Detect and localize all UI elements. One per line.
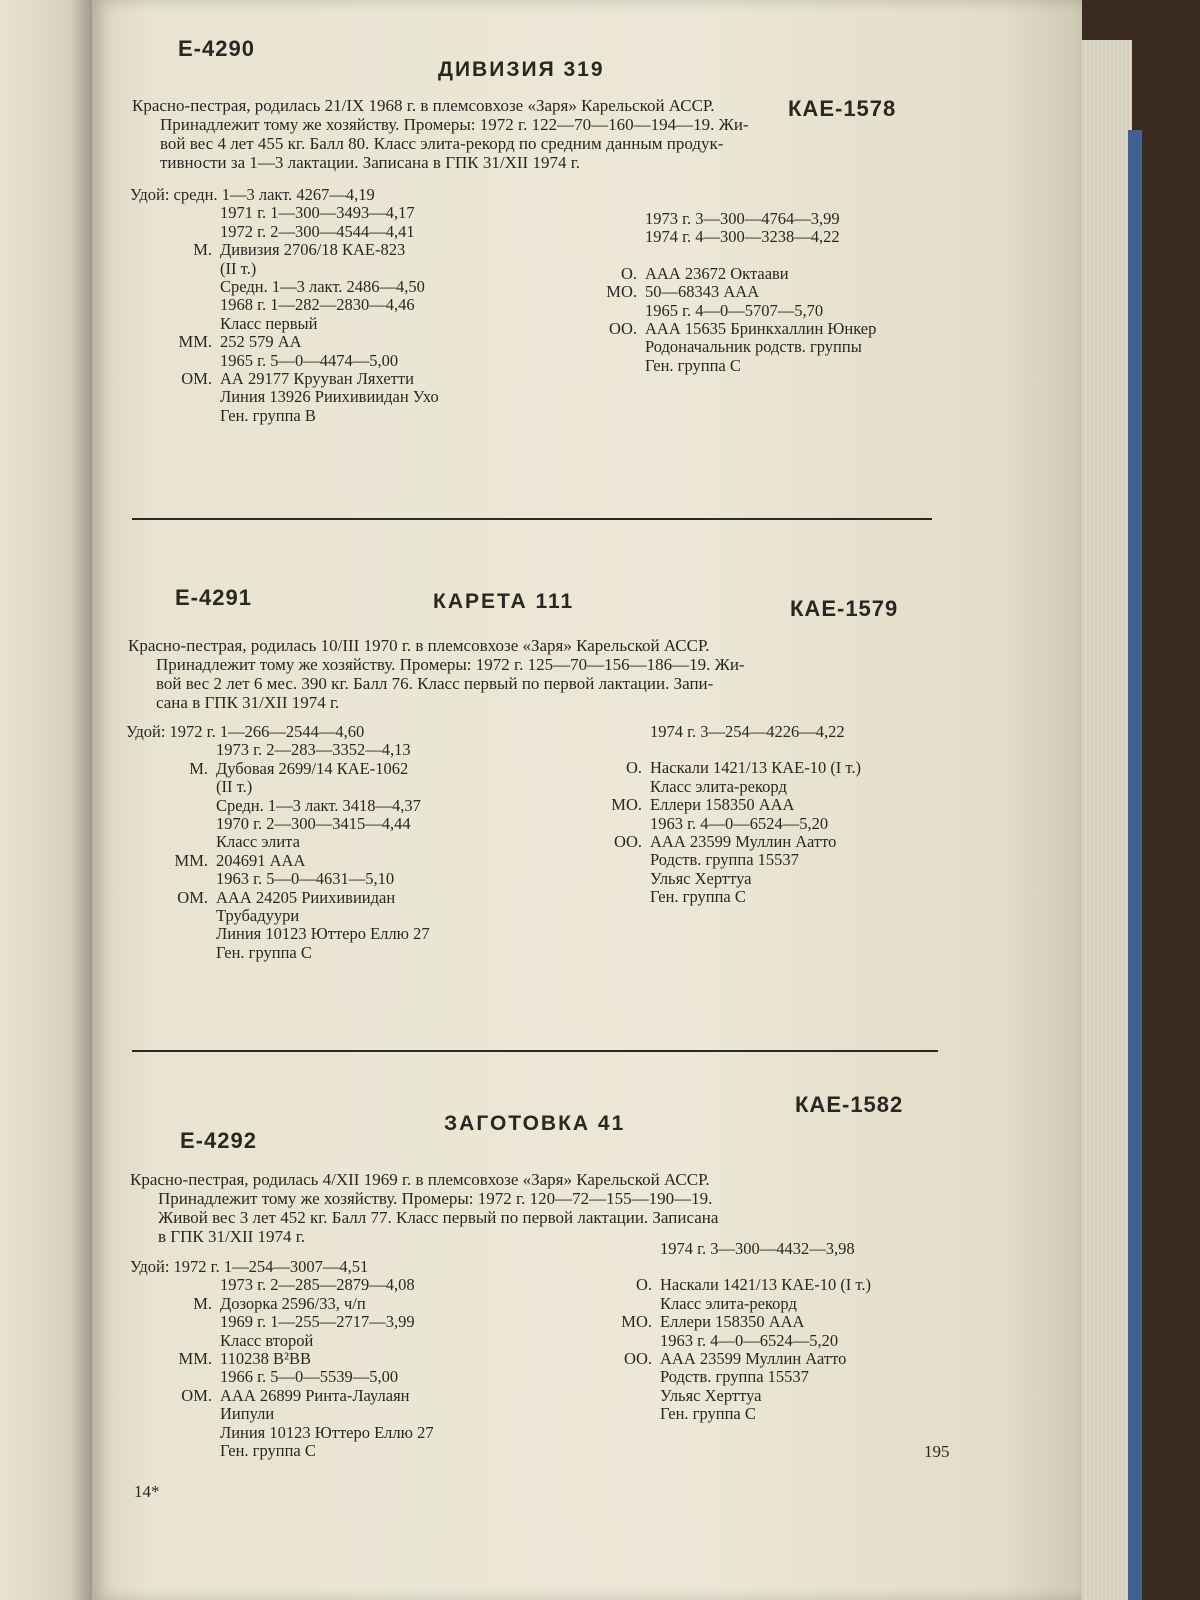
pedigree-text: 204691 ААА	[216, 850, 306, 870]
pedigree-text: Удой: 1972 г. 1—266—2544—4,60	[126, 722, 365, 741]
pedigree-label	[130, 204, 220, 222]
pedigree-label	[130, 1276, 220, 1294]
pedigree-label: ММ.	[174, 850, 208, 870]
pedigree-text: Еллери 158350 ААА	[660, 1312, 805, 1332]
pedigree-text: ААА 24205 Рииxивиидан	[216, 887, 396, 907]
entry-2-code: КАЕ-1579	[790, 596, 899, 621]
pedigree-row	[130, 315, 439, 333]
pedigree-text: Линия 13926 Рииxивиидан Ухо	[220, 387, 439, 407]
pedigree-label	[555, 210, 645, 228]
pedigree-row	[130, 186, 439, 204]
pedigree-row	[570, 1350, 871, 1368]
pedigree-row	[126, 723, 430, 741]
pedigree-row	[126, 760, 430, 778]
pedigree-text: Класс элита	[216, 832, 300, 852]
pedigree-text: 252 579 АА	[220, 332, 302, 352]
desc-line: вой вес 2 лет 6 мес. 390 кг. Балл 76. Класс первый по первой лактации. Запи-	[156, 674, 714, 693]
book-cover-edge	[1128, 130, 1142, 1600]
pedigree-text: 1963 г. 4—0—6524—5,20	[660, 1330, 839, 1350]
pedigree-row	[560, 815, 861, 833]
pedigree-label	[130, 1368, 220, 1386]
pedigree-label	[126, 833, 216, 851]
pedigree-label	[560, 870, 650, 888]
pedigree-label	[570, 1295, 660, 1313]
desc-line: Красно-пестрая, родилась 21/IX 1968 г. в племсовхозе «Заря» Карельской АССР.	[132, 96, 715, 115]
pedigree-text: 110238 В²ВВ	[220, 1349, 311, 1369]
pedigree-label: МО.	[621, 1312, 652, 1332]
pedigree-label	[130, 278, 220, 296]
pedigree-row	[560, 888, 861, 906]
entry-3-pedigree-right	[570, 1240, 871, 1424]
pedigree-row	[555, 228, 876, 246]
pedigree-row	[130, 388, 439, 406]
pedigree-text: АА 29177 Крууван Ляхетти	[220, 369, 414, 389]
desc-line: сана в ГПК 31/XII 1974 г.	[156, 693, 340, 712]
pedigree-text: 1963 г. 4—0—6524—5,20	[650, 813, 829, 833]
pedigree-label	[126, 944, 216, 962]
pedigree-label	[555, 302, 645, 320]
pedigree-text: Наскали 1421/13 КАЕ-10 (I т.)	[650, 758, 862, 778]
pedigree-text: ААА 26899 Ринта-Лаулаян	[220, 1385, 410, 1405]
pedigree-text: Ген. группа В	[220, 405, 316, 425]
entry-2-pedigree-right	[560, 723, 861, 907]
pedigree-text: Средн. 1—3 лакт. 2486—4,50	[220, 277, 425, 297]
pedigree-row	[130, 1424, 434, 1442]
pedigree-label	[555, 357, 645, 375]
separator-rule	[132, 1050, 938, 1052]
pedigree-text: Дозорка 2596/33, ч/п	[220, 1293, 366, 1313]
pedigree-row	[570, 1368, 871, 1386]
pedigree-row	[570, 1276, 871, 1294]
desc-line: Принадлежит тому же хозяйству. Промеры: 1972 г. 122—70—160—194—19. Жи-	[160, 115, 749, 134]
pedigree-row	[570, 1258, 871, 1276]
pedigree-text: 1973 г. 2—285—2879—4,08	[220, 1275, 415, 1295]
entry-1-pedigree-right	[555, 210, 876, 375]
pedigree-text: Еллери 158350 ААА	[650, 795, 795, 815]
pedigree-label	[126, 797, 216, 815]
pedigree-text: Дубовая 2699/14 КАЕ-1062	[216, 758, 409, 778]
pedigree-text: (II т.)	[216, 777, 253, 797]
entry-1-pedigree-left	[130, 186, 439, 425]
pedigree-text: ААА 15635 Бринкхаллин Юнкер	[645, 319, 877, 339]
pedigree-label	[570, 1332, 660, 1350]
entry-3-id: Е-4292	[180, 1128, 257, 1153]
pedigree-row	[560, 851, 861, 869]
pedigree-label	[130, 315, 220, 333]
pedigree-label	[555, 338, 645, 356]
separator-rule	[132, 518, 932, 520]
pedigree-row	[126, 797, 430, 815]
pedigree-label: ОО.	[614, 832, 642, 852]
entry-3-description	[130, 1170, 930, 1246]
pedigree-label: О.	[620, 263, 637, 283]
desc-line: вой вес 4 лет 455 кг. Балл 80. Класс элита-рекорд по средним данным продук-	[160, 134, 724, 153]
pedigree-row	[555, 320, 876, 338]
pedigree-label	[130, 352, 220, 370]
adjacent-page-edge	[0, 0, 100, 1600]
pedigree-text: Линия 10123 Юттеро Еллю 27	[220, 1422, 434, 1442]
pedigree-text: 1973 г. 2—283—3352—4,13	[216, 740, 411, 760]
pedigree-label	[126, 815, 216, 833]
pedigree-row	[570, 1387, 871, 1405]
pedigree-label	[130, 388, 220, 406]
pedigree-row	[130, 1276, 434, 1294]
pedigree-row	[555, 210, 876, 228]
pedigree-label	[570, 1368, 660, 1386]
pedigree-label: ОМ.	[181, 369, 212, 389]
pedigree-row	[130, 204, 439, 222]
pedigree-text: 1971 г. 1—300—3493—4,17	[220, 203, 415, 223]
pedigree-row	[130, 1332, 434, 1350]
pedigree-row	[130, 1295, 434, 1313]
pedigree-label: М.	[189, 758, 208, 778]
entry-2-pedigree-left	[126, 723, 430, 962]
pedigree-text: 1965 г. 4—0—5707—5,70	[645, 300, 824, 320]
pedigree-text: Средн. 1—3 лакт. 3418—4,37	[216, 795, 421, 815]
pedigree-row	[570, 1405, 871, 1423]
pedigree-row	[130, 1350, 434, 1368]
pedigree-text: Класс второй	[220, 1330, 314, 1350]
pedigree-label	[570, 1240, 660, 1258]
pedigree-text: 1974 г. 3—300—4432—3,98	[660, 1239, 855, 1258]
pedigree-text: ААА 23599 Муллин Аатто	[650, 832, 837, 852]
pedigree-label	[126, 741, 216, 759]
desc-line: Красно-пестрая, родилась 4/XII 1969 г. в племсовхозе «Заря» Карельской АССР.	[130, 1170, 710, 1189]
pedigree-row	[555, 283, 876, 301]
pedigree-text: Родоначальник родств. группы	[645, 337, 862, 357]
pedigree-text: 1966 г. 5—0—5539—5,00	[220, 1367, 399, 1387]
pedigree-label: О.	[635, 1275, 652, 1295]
pedigree-row	[560, 870, 861, 888]
entry-1-description	[132, 96, 932, 172]
pedigree-label: ММ.	[178, 1349, 212, 1369]
pedigree-text: Родств. группа 15537	[660, 1367, 809, 1387]
pedigree-text: Ген. группа С	[660, 1404, 756, 1424]
pedigree-label: М.	[193, 1293, 212, 1313]
pedigree-label	[126, 870, 216, 888]
pedigree-label: ОМ.	[177, 887, 208, 907]
pedigree-text: ААА 23672 Октаави	[645, 263, 789, 283]
pedigree-text: Иипули	[220, 1404, 275, 1424]
pedigree-label	[555, 228, 645, 246]
pedigree-label	[130, 1332, 220, 1350]
signature-mark: 14*	[134, 1482, 160, 1501]
pedigree-text: Ген. группа С	[645, 355, 741, 375]
pedigree-row	[130, 1387, 434, 1405]
pedigree-row	[555, 357, 876, 375]
pedigree-label: ОО.	[624, 1349, 652, 1369]
pedigree-row	[555, 265, 876, 283]
pedigree-label	[130, 1313, 220, 1331]
entry-3-pedigree-left	[130, 1258, 434, 1460]
pedigree-label	[570, 1258, 660, 1276]
pedigree-row	[130, 352, 439, 370]
pedigree-text: Класс элита-рекорд	[650, 776, 787, 796]
pedigree-label	[130, 1442, 220, 1460]
pedigree-row	[560, 833, 861, 851]
pedigree-text: 50—68343 ААА	[645, 282, 760, 302]
page-number: 195	[924, 1442, 950, 1461]
entry-1-id: Е-4290	[178, 36, 255, 61]
pedigree-text: Трубадуури	[216, 906, 300, 926]
entry-2-id: Е-4291	[175, 585, 252, 610]
pedigree-text: Класс первый	[220, 313, 318, 333]
pedigree-row	[130, 1442, 434, 1460]
pedigree-row	[126, 889, 430, 907]
pedigree-text: 1974 г. 3—254—4226—4,22	[650, 722, 845, 741]
pedigree-row	[560, 778, 861, 796]
pedigree-text: Ген. группа С	[216, 942, 312, 962]
pedigree-row	[130, 260, 439, 278]
pedigree-row	[130, 223, 439, 241]
entry-2-description	[128, 636, 928, 712]
pedigree-row	[130, 407, 439, 425]
pedigree-row	[126, 852, 430, 870]
desc-line: Принадлежит тому же хозяйству. Промеры: 1972 г. 120—72—155—190—19.	[158, 1189, 713, 1208]
pedigree-label	[560, 888, 650, 906]
pedigree-row	[130, 1258, 434, 1276]
pedigree-text: Родств. группа 15537	[650, 850, 799, 870]
pedigree-label: МО.	[606, 282, 637, 302]
entry-1-name: ДИВИЗИЯ 319	[438, 58, 605, 81]
pedigree-text: ААА 23599 Муллин Аатто	[660, 1349, 847, 1369]
pedigree-row	[130, 333, 439, 351]
pedigree-label	[560, 723, 650, 741]
pedigree-label	[130, 1405, 220, 1423]
pedigree-label: ОО.	[609, 319, 637, 339]
pedigree-text: Удой: 1972 г. 1—254—3007—4,51	[130, 1257, 369, 1276]
pedigree-text: 1973 г. 3—300—4764—3,99	[645, 209, 840, 228]
desc-line: в ГПК 31/XII 1974 г.	[158, 1227, 306, 1246]
pedigree-row	[130, 296, 439, 314]
pedigree-row	[126, 925, 430, 943]
pedigree-label	[560, 778, 650, 796]
pedigree-row	[130, 241, 439, 259]
pedigree-row	[130, 1313, 434, 1331]
pedigree-row	[130, 370, 439, 388]
pedigree-label: ММ.	[178, 332, 212, 352]
pedigree-text: Ген. группа С	[220, 1441, 316, 1461]
pedigree-text: 1963 г. 5—0—4631—5,10	[216, 869, 395, 889]
pedigree-label	[130, 407, 220, 425]
pedigree-text: Ген. группа С	[650, 887, 746, 907]
pedigree-text: 1965 г. 5—0—4474—5,00	[220, 350, 399, 370]
entry-3-code: КАЕ-1582	[795, 1092, 904, 1117]
pedigree-row	[555, 302, 876, 320]
pedigree-label: МО.	[611, 795, 642, 815]
pedigree-row	[555, 247, 876, 265]
pedigree-text: 1969 г. 1—255—2717—3,99	[220, 1312, 415, 1332]
pedigree-label: ОМ.	[181, 1385, 212, 1405]
pedigree-row	[126, 944, 430, 962]
pedigree-row	[560, 741, 861, 759]
pedigree-text: Удой: средн. 1—3 лакт. 4267—4,19	[130, 185, 375, 204]
desc-line: Красно-пестрая, родилась 10/III 1970 г. в племсовхозе «Заря» Карельской АССР.	[128, 636, 710, 655]
pedigree-label	[126, 907, 216, 925]
pedigree-label	[570, 1387, 660, 1405]
pedigree-row	[130, 1368, 434, 1386]
pedigree-text: Класс элита-рекорд	[660, 1293, 797, 1313]
pedigree-row	[570, 1313, 871, 1331]
pedigree-row	[126, 907, 430, 925]
pedigree-row	[555, 338, 876, 356]
pedigree-row	[570, 1332, 871, 1350]
pedigree-text: 1974 г. 4—300—3238—4,22	[645, 227, 840, 247]
desc-line: Живой вес 3 лет 452 кг. Балл 77. Класс первый по первой лактации. Записана	[158, 1208, 719, 1227]
pedigree-label: М.	[193, 240, 212, 260]
entry-1-code: КАЕ-1578	[788, 96, 897, 121]
entry-2-name: КАРЕТА 111	[433, 590, 575, 613]
pedigree-label	[560, 815, 650, 833]
pedigree-text: Дивизия 2706/18 КАЕ-823	[220, 240, 406, 260]
pedigree-text: Наскали 1421/13 КАЕ-10 (I т.)	[660, 1275, 872, 1295]
pedigree-text: (II т.)	[220, 258, 257, 278]
pedigree-row	[570, 1240, 871, 1258]
pedigree-row	[560, 723, 861, 741]
pedigree-label	[130, 260, 220, 278]
pedigree-row	[126, 778, 430, 796]
desc-line: тивности за 1—3 лактации. Записана в ГПК 31/XII 1974 г.	[160, 153, 581, 172]
pedigree-label	[126, 778, 216, 796]
pedigree-text: Ульяс Херттуа	[660, 1385, 762, 1405]
page-stack-edges	[1082, 40, 1132, 1600]
pedigree-text: Ульяс Херттуа	[650, 868, 752, 888]
pedigree-row	[570, 1295, 871, 1313]
pedigree-label	[130, 296, 220, 314]
pedigree-label: О.	[625, 758, 642, 778]
pedigree-label	[560, 851, 650, 869]
desc-line: Принадлежит тому же хозяйству. Промеры: 1972 г. 125—70—156—186—19. Жи-	[156, 655, 745, 674]
pedigree-row	[126, 870, 430, 888]
pedigree-row	[126, 815, 430, 833]
pedigree-label	[560, 741, 650, 759]
pedigree-row	[130, 1405, 434, 1423]
pedigree-row	[560, 796, 861, 814]
pedigree-label	[570, 1405, 660, 1423]
pedigree-label	[126, 925, 216, 943]
pedigree-text: 1968 г. 1—282—2830—4,46	[220, 295, 415, 315]
pedigree-text: Линия 10123 Юттеро Еллю 27	[216, 924, 430, 944]
entry-3-name: ЗАГОТОВКА 41	[444, 1112, 626, 1135]
pedigree-text: 1970 г. 2—300—3415—4,44	[216, 814, 411, 834]
pedigree-label	[555, 247, 645, 265]
pedigree-row	[560, 759, 861, 777]
pedigree-label	[130, 223, 220, 241]
pedigree-row	[126, 833, 430, 851]
pedigree-label	[130, 1424, 220, 1442]
pedigree-row	[130, 278, 439, 296]
pedigree-text: 1972 г. 2—300—4544—4,41	[220, 221, 415, 241]
pedigree-row	[126, 741, 430, 759]
